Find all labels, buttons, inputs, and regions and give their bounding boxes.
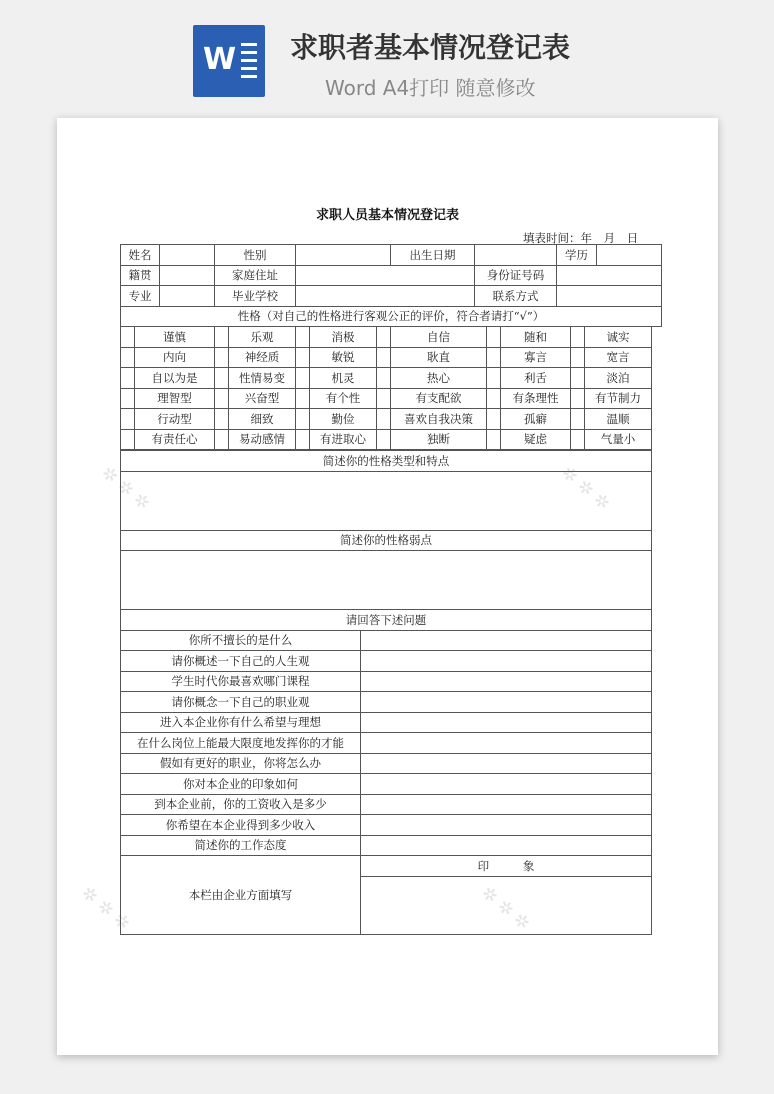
watermark: ✲ ✲ ✲ [96,462,154,515]
trait-label: 有支配欲 [391,388,487,409]
trait-checkbox[interactable] [377,429,391,450]
trait-label: 寡言 [501,347,571,368]
watermark: ✲ ✲ ✲ [476,882,534,935]
question-label: 学生时代你最喜欢哪门课程 [121,671,361,692]
label-name: 姓名 [121,245,160,266]
describe-type-label: 简述你的性格类型和特点 [121,451,652,472]
description-section [120,450,652,935]
trait-checkbox[interactable] [296,368,310,389]
label-birth: 出生日期 [391,245,475,266]
trait-label: 有条理性 [501,388,571,409]
trait-checkbox[interactable] [487,327,501,348]
trait-checkbox[interactable] [377,388,391,409]
banner-subtitle: Word A4打印 随意修改 [325,76,536,100]
question-row [121,733,652,754]
trait-checkbox[interactable] [121,368,135,389]
trait-checkbox[interactable] [487,409,501,430]
trait-checkbox[interactable] [121,327,135,348]
trait-row [121,388,652,409]
trait-label: 勤俭 [310,409,377,430]
question-label: 你对本企业的印象如何 [121,774,361,795]
trait-checkbox[interactable] [296,409,310,430]
trait-checkbox[interactable] [215,409,229,430]
trait-checkbox[interactable] [215,388,229,409]
question-label: 你所不擅长的是什么 [121,630,361,651]
trait-checkbox[interactable] [377,347,391,368]
trait-checkbox[interactable] [571,347,585,368]
question-row [121,753,652,774]
question-row [121,651,652,672]
trait-label: 有责任心 [135,429,215,450]
question-label: 你希望在本企业得到多少收入 [121,815,361,836]
answer-field[interactable] [361,733,652,754]
document-page [57,118,718,1055]
trait-checkbox[interactable] [487,347,501,368]
answer-field[interactable] [361,815,652,836]
trait-label: 理智型 [135,388,215,409]
trait-checkbox[interactable] [377,368,391,389]
trait-label: 耿直 [391,347,487,368]
label-gender: 性别 [215,245,296,266]
answer-field[interactable] [361,630,652,651]
traits-grid [120,326,652,450]
trait-row [121,409,652,430]
field-education[interactable] [597,245,662,266]
question-label: 假如有更好的职业，你将怎么办 [121,753,361,774]
field-school[interactable] [296,286,475,307]
trait-label: 有节制力 [585,388,652,409]
trait-row [121,347,652,368]
label-origin: 籍贯 [121,265,160,286]
trait-checkbox[interactable] [487,368,501,389]
document-title: 求职人员基本情况登记表 [315,208,459,223]
question-label: 在什么岗位上能最大限度地发挥你的才能 [121,733,361,754]
field-origin[interactable] [160,265,215,286]
field-contact[interactable] [557,286,662,307]
trait-checkbox[interactable] [121,388,135,409]
describe-weakness-label: 简述你的性格弱点 [121,530,652,551]
trait-label: 疑虑 [501,429,571,450]
answer-field[interactable] [361,835,652,856]
describe-type-field[interactable] [121,471,652,530]
trait-checkbox[interactable] [215,327,229,348]
trait-label: 利舌 [501,368,571,389]
question-row [121,774,652,795]
impression-field[interactable] [361,876,652,934]
trait-label: 诚实 [585,327,652,348]
trait-label: 喜欢自我决策 [391,409,487,430]
question-label: 请你概念一下自己的职业观 [121,692,361,713]
trait-checkbox[interactable] [487,388,501,409]
trait-checkbox[interactable] [215,347,229,368]
question-row [121,815,652,836]
impression-label: 印 象 [361,856,652,877]
trait-label: 内向 [135,347,215,368]
trait-label: 独断 [391,429,487,450]
trait-checkbox[interactable] [377,409,391,430]
trait-checkbox[interactable] [121,347,135,368]
questions-header: 请回答下述问题 [121,610,652,631]
trait-label: 乐观 [229,327,296,348]
field-birth[interactable] [475,245,557,266]
trait-label: 谨慎 [135,327,215,348]
trait-label: 热心 [391,368,487,389]
trait-label: 敏锐 [310,347,377,368]
trait-label: 自信 [391,327,487,348]
trait-label: 随和 [501,327,571,348]
question-row [121,671,652,692]
trait-checkbox[interactable] [377,327,391,348]
trait-row [121,327,652,348]
answer-field[interactable] [361,794,652,815]
trait-label: 有进取心 [310,429,377,450]
question-label: 到本企业前，你的工资收入是多少 [121,794,361,815]
field-name[interactable] [160,245,215,266]
trait-checkbox[interactable] [487,429,501,450]
label-education: 学历 [557,245,597,266]
label-contact: 联系方式 [475,286,557,307]
fill-time: 填表时间：年 月 日 [523,231,639,245]
trait-checkbox[interactable] [571,409,585,430]
trait-checkbox[interactable] [571,388,585,409]
label-id-number: 身份证号码 [475,265,557,286]
trait-row [121,368,652,389]
trait-checkbox[interactable] [215,429,229,450]
answer-field[interactable] [361,651,652,672]
trait-label: 兴奋型 [229,388,296,409]
trait-label: 易动感情 [229,429,296,450]
question-row [121,692,652,713]
question-row [121,835,652,856]
registration-form [120,244,662,327]
trait-label: 孤癖 [501,409,571,430]
trait-label: 淡泊 [585,368,652,389]
answer-field[interactable] [361,753,652,774]
label-major: 专业 [121,286,160,307]
describe-weakness-field[interactable] [121,551,652,610]
trait-checkbox[interactable] [571,429,585,450]
label-school: 毕业学校 [215,286,296,307]
trait-checkbox[interactable] [296,347,310,368]
word-icon-letter: W [203,42,237,77]
trait-label: 气量小 [585,429,652,450]
field-major[interactable] [160,286,215,307]
trait-label: 消极 [310,327,377,348]
trait-label: 细致 [229,409,296,430]
answer-field[interactable] [361,774,652,795]
label-address: 家庭住址 [215,265,296,286]
answer-field[interactable] [361,712,652,733]
trait-label: 温顺 [585,409,652,430]
trait-checkbox[interactable] [296,327,310,348]
trait-row [121,429,652,450]
field-gender[interactable] [296,245,391,266]
field-id-number[interactable] [557,265,662,286]
trait-label: 宽言 [585,347,652,368]
trait-label: 行动型 [135,409,215,430]
trait-checkbox[interactable] [571,327,585,348]
personality-header: 性格（对自己的性格进行客观公正的评价，符合者请打“√”） [121,306,662,327]
trait-label: 性情易变 [229,368,296,389]
watermark: ✲ ✲ ✲ [76,882,134,935]
trait-checkbox[interactable] [296,429,310,450]
company-fill-label: 本栏由企业方面填写 [121,856,361,935]
question-row [121,712,652,733]
trait-checkbox[interactable] [215,368,229,389]
question-row [121,794,652,815]
question-label: 请你概述一下自己的人生观 [121,651,361,672]
trait-label: 自以为是 [135,368,215,389]
header-banner [0,0,774,118]
trait-label: 神经质 [229,347,296,368]
trait-checkbox[interactable] [296,388,310,409]
trait-label: 机灵 [310,368,377,389]
banner-title: 求职者基本情况登记表 [290,31,571,64]
trait-checkbox[interactable] [121,429,135,450]
watermark: ✲ ✲ ✲ [556,462,614,515]
trait-label: 有个性 [310,388,377,409]
word-icon [193,25,265,97]
question-row [121,630,652,651]
trait-checkbox[interactable] [571,368,585,389]
field-address[interactable] [296,265,475,286]
trait-checkbox[interactable] [121,409,135,430]
answer-field[interactable] [361,692,652,713]
question-label: 简述你的工作态度 [121,835,361,856]
answer-field[interactable] [361,671,652,692]
question-label: 进入本企业你有什么希望与理想 [121,712,361,733]
